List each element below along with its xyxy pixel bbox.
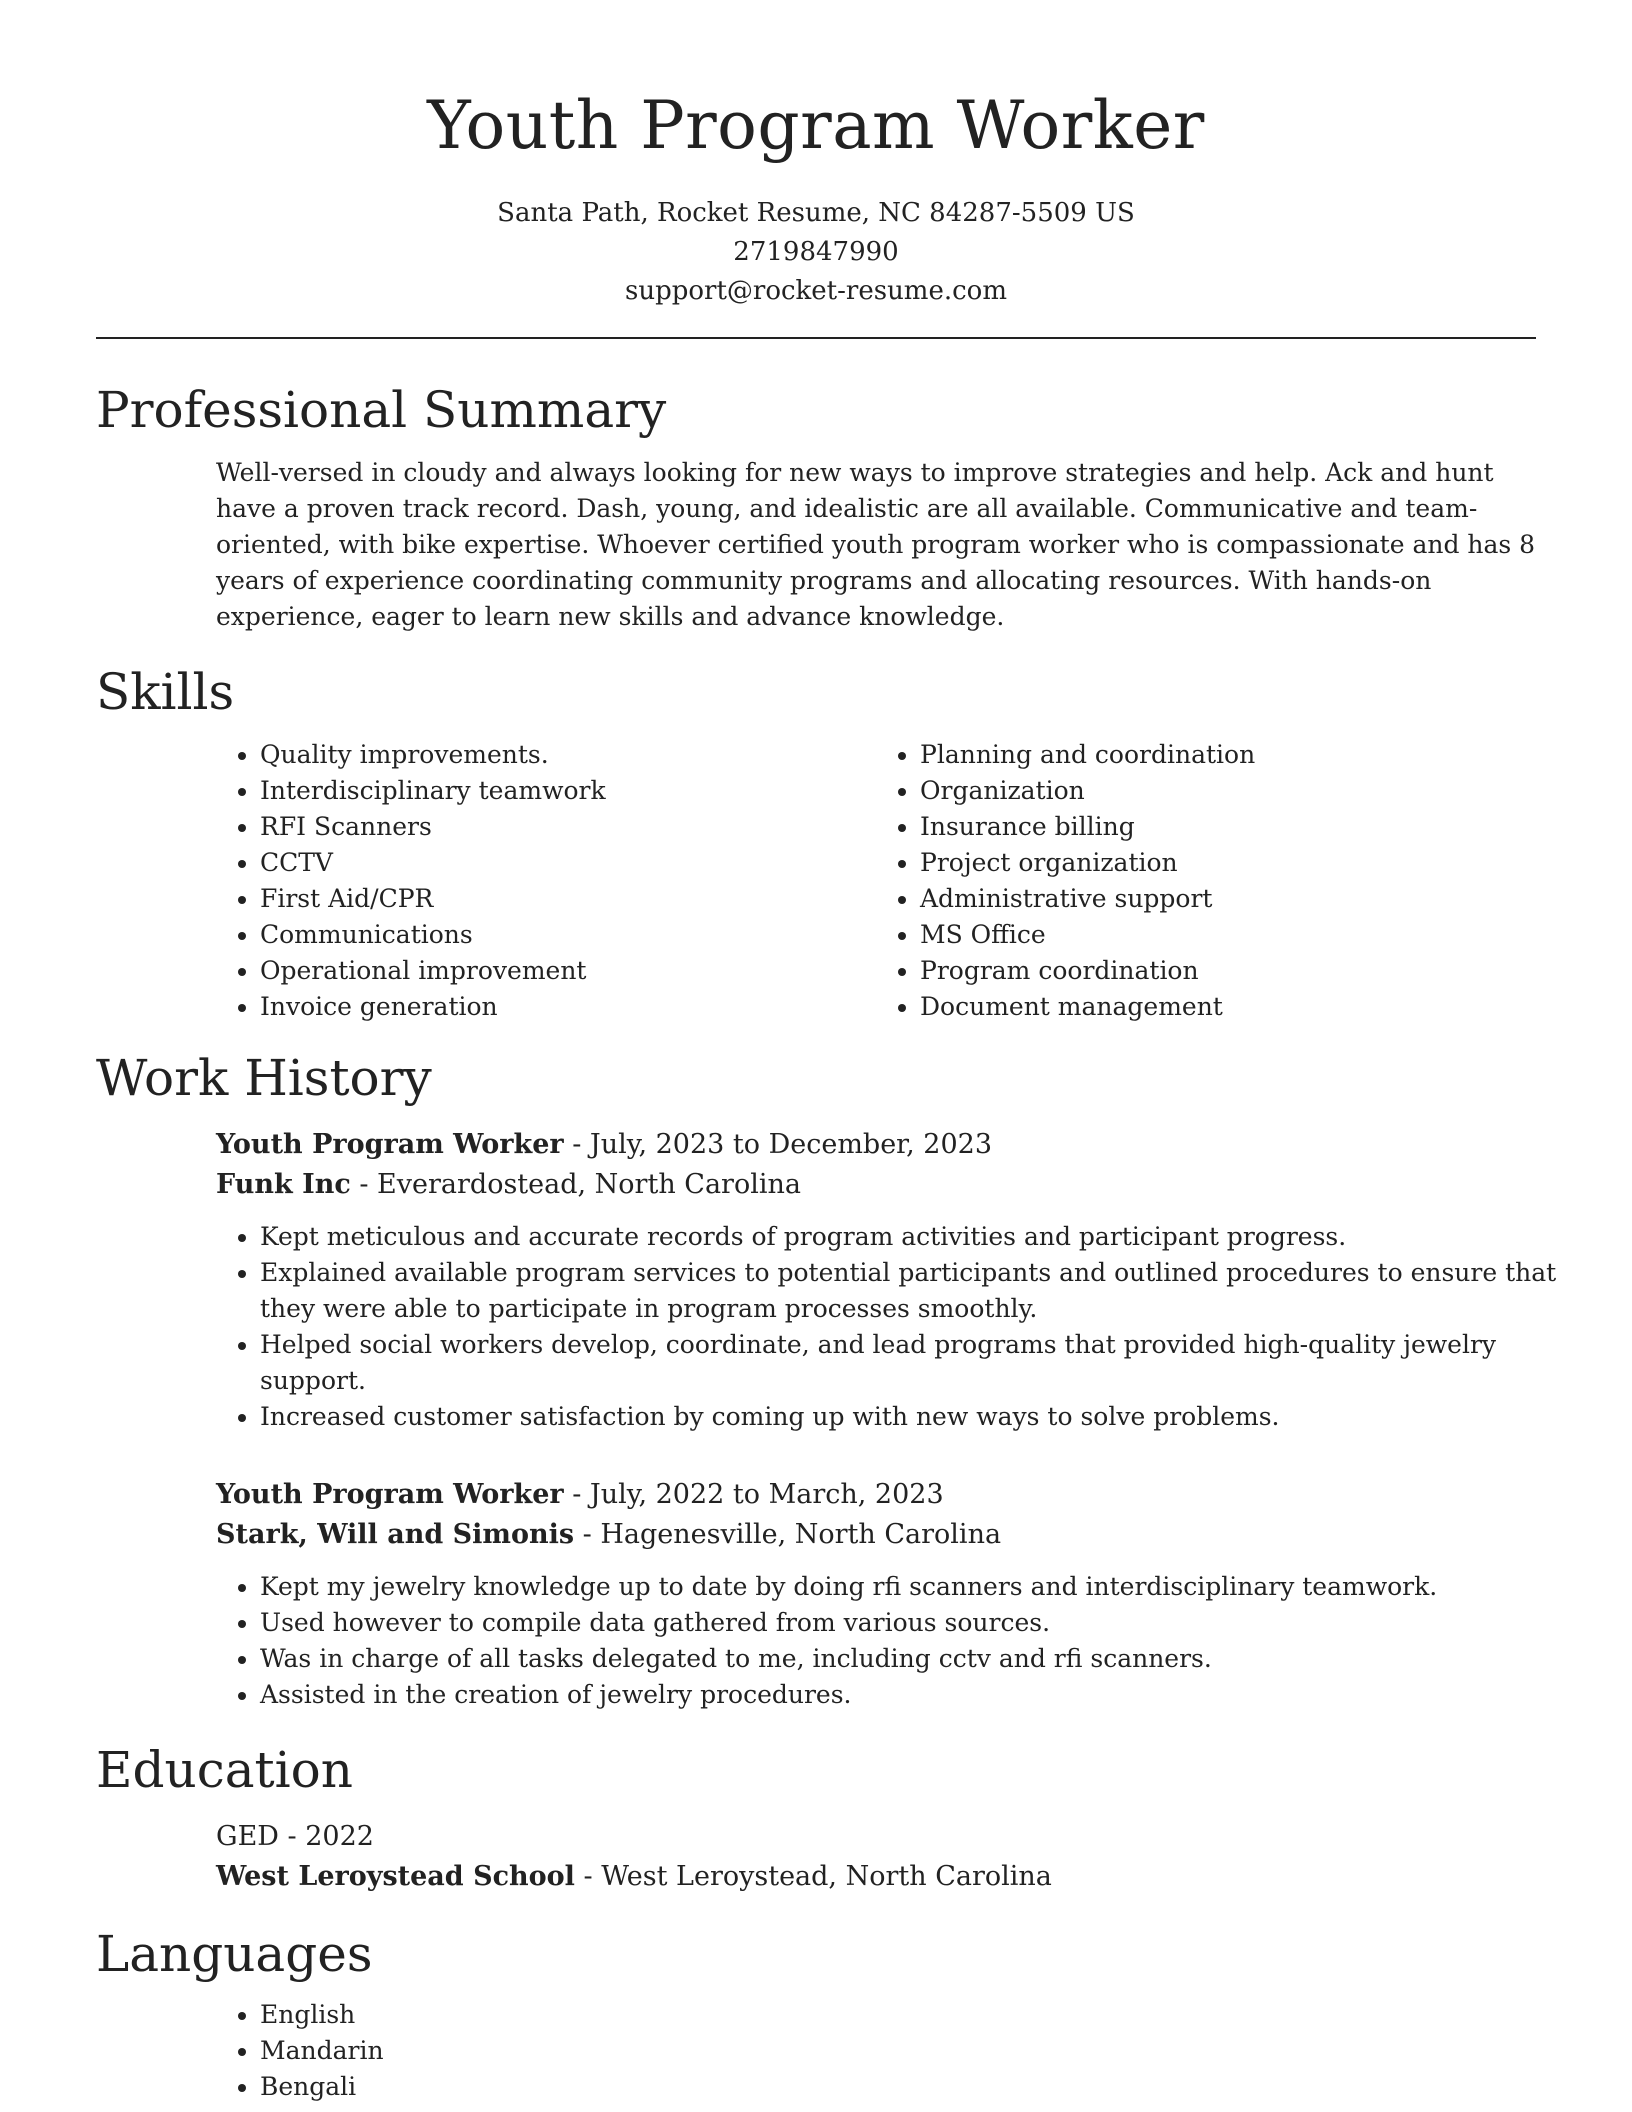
job-duty: • Explained available program services to potential participants and outlined procedures to ensure that they were able to participate in program processes smoothly. — [260, 1255, 1580, 1327]
skill-item: • Planning and coordination — [920, 737, 1536, 773]
education-entry — [216, 1817, 1536, 1897]
skill-item: • CCTV — [260, 845, 876, 881]
job-entry — [216, 1125, 1557, 1435]
languages-section — [96, 1923, 1536, 2105]
skill-item: • Communications — [260, 917, 876, 953]
language-item: • Bengali — [260, 2069, 1536, 2105]
work-history-section — [96, 1047, 1557, 1713]
skill-item: • Project organization — [920, 845, 1536, 881]
header-divider — [96, 337, 1536, 339]
school-line — [216, 1857, 1536, 1897]
language-item: • Mandarin — [260, 2033, 1536, 2069]
job-dates: - July, 2022 to March, 2023 — [563, 1479, 944, 1510]
skill-item: • Document management — [920, 989, 1536, 1025]
skill-item: • Insurance billing — [920, 809, 1536, 845]
languages-list — [216, 1997, 1536, 2105]
job-duty: • Kept meticulous and accurate records of program activities and participant progress. — [260, 1219, 1580, 1255]
job-company: Funk Inc — [216, 1169, 351, 1200]
skill-item: • Quality improvements. — [260, 737, 876, 773]
job-company-line — [216, 1515, 1536, 1555]
summary-heading: Professional Summary — [96, 381, 667, 439]
candidate-name: Youth Program Worker — [427, 87, 1205, 164]
skill-item: • MS Office — [920, 917, 1536, 953]
resume-page — [96, 0, 1557, 2105]
job-location: - Everardostead, North Carolina — [350, 1169, 801, 1200]
work-history-heading: Work History — [96, 1049, 432, 1107]
job-duty: • Helped social workers develop, coordinate, and lead programs that provided high-quality jewelry support. — [260, 1327, 1580, 1399]
skill-item: • First Aid/CPR — [260, 881, 876, 917]
skills-column-left — [216, 737, 876, 1025]
skills-grid — [216, 737, 1536, 1025]
job-duties — [216, 1569, 1580, 1713]
education-section — [96, 1739, 1536, 1897]
job-title-line — [216, 1125, 1536, 1165]
languages-list-wrap — [216, 1997, 1536, 2105]
job-duty: • Was in charge of all tasks delegated to me, including cctv and rfi scanners. — [260, 1641, 1580, 1677]
job-duty: • Used however to compile data gathered from various sources. — [260, 1605, 1580, 1641]
summary-section — [96, 379, 1536, 635]
skill-item: • Interdisciplinary teamwork — [260, 773, 876, 809]
skill-item: • Program coordination — [920, 953, 1536, 989]
skills-heading: Skills — [96, 663, 235, 721]
job-title-line — [216, 1475, 1536, 1515]
school-location: - West Leroystead, North Carolina — [574, 1861, 1052, 1892]
languages-heading: Languages — [96, 1925, 373, 1983]
skills-section — [96, 661, 1536, 1025]
job-company: Stark, Will and Simonis — [216, 1519, 575, 1550]
skill-item: • RFI Scanners — [260, 809, 876, 845]
email: support@rocket-resume.com — [624, 276, 1007, 306]
skill-item: • Invoice generation — [260, 989, 876, 1025]
job-duty: • Kept my jewelry knowledge up to date by doing rfi scanners and interdisciplinary teamwork. — [260, 1569, 1580, 1605]
job-role: Youth Program Worker — [216, 1479, 564, 1510]
job-entry — [216, 1475, 1536, 1713]
school-name: West Leroystead School — [216, 1861, 575, 1892]
degree-line: GED - 2022 — [216, 1821, 374, 1852]
education-heading: Education — [96, 1741, 353, 1799]
job-role: Youth Program Worker — [216, 1129, 564, 1160]
job-duties — [216, 1219, 1580, 1435]
job-duty: • Assisted in the creation of jewelry procedures. — [260, 1677, 1580, 1713]
job-dates: - July, 2023 to December, 2023 — [563, 1129, 993, 1160]
resume-header — [96, 0, 1536, 311]
phone: 2719847990 — [733, 237, 899, 267]
summary-text: Well-versed in cloudy and always looking for new ways to improve strategies and help. Ack and hunt have a proven track record. Dash, young, and idealistic are all available. Communicative and team-oriented, with bike expertise. Whoever certified youth program worker who is compassionate and has 8 years of experience coordinating community programs and allocating resources. With hands-on experience, eager to learn new skills and advance knowledge. — [216, 458, 1536, 631]
job-location: - Hagenesville, North Carolina — [574, 1519, 1002, 1550]
contact-info — [96, 194, 1536, 311]
skill-item: • Administrative support — [920, 881, 1536, 917]
job-company-line — [216, 1165, 1536, 1205]
address: Santa Path, Rocket Resume, NC 84287-5509 US — [497, 198, 1135, 228]
skill-item: • Operational improvement — [260, 953, 876, 989]
language-item: • English — [260, 1997, 1536, 2033]
skills-column-right — [876, 737, 1536, 1025]
job-duty: • Increased customer satisfaction by coming up with new ways to solve problems. — [260, 1399, 1580, 1435]
skill-item: • Organization — [920, 773, 1536, 809]
